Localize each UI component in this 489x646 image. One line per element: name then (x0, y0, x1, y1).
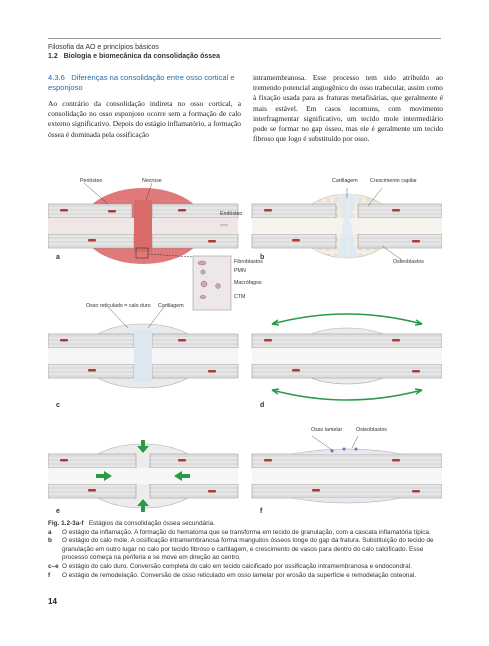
panel-e (48, 440, 238, 512)
panel-label-b: b (260, 254, 265, 261)
caption-item: c–e O estágio do calo duro. Conversão completa do calo em tecido calcificado por ossificação intramembranosa e endocondral. (48, 562, 412, 570)
panel-label-f: f (260, 508, 263, 515)
label-cartilagem-b: Cartilagem (332, 178, 358, 184)
body-column-1: Ao contrário da consolidação indireta no osso cortical, a consolidação no osso esponjoso ocorre sem a formação de calo externo significativo. Depois do estágio inflamatório, a formação óssea é dominada pela ossificação (48, 99, 241, 139)
label-macrofagos: Macrófagos (234, 280, 262, 286)
figure-svg (48, 180, 442, 520)
panel-f (252, 436, 442, 503)
label-osteoblastos-f: Osteoblastos (356, 427, 387, 433)
panel-label-a: a (56, 254, 60, 261)
panel-b (252, 188, 442, 260)
book-title: Filosofia da AO e princípios básicos (48, 44, 159, 51)
section-number: 4.3.6 (48, 73, 65, 82)
label-osso-lamelar: Osso lamelar (311, 427, 343, 433)
section-title: Diferenças na consolidação entre osso cortical e esponjoso (48, 73, 235, 92)
section-heading (48, 73, 238, 93)
label-necrose: Necrose (142, 178, 162, 184)
label-ctm: CTM (234, 294, 246, 300)
label-pmn: PMN (234, 268, 246, 274)
chapter-title: Biologia e biomecânica da consolidação óssea (63, 53, 220, 60)
panel-label-c: c (56, 402, 60, 409)
page-number: 14 (48, 597, 57, 606)
label-cartilagem-c: Cartilagem (158, 303, 184, 309)
chapter-number: 1.2 (48, 53, 58, 60)
label-crescimento-capilar: Crescimento capilar (370, 178, 417, 184)
label-osso-reticulado: Osso reticulado = calo duro (86, 303, 151, 309)
panel-label-e: e (56, 508, 60, 515)
panel-d (252, 314, 442, 400)
caption-item: b O estágio do calo mole. A ossificação intramembranosa forma manguitos ósseos longe do gap da fratura. Substituição do tecido de granulação em outro lugar no calo por tecido fibroso e cartilagem, e crescimento de vasos para dentro do calo calcificado. Esse processo começa na periferia e se move em direção ao centro. (48, 537, 434, 562)
panel-a (48, 180, 238, 310)
label-fibroblastos: Fibroblastos (234, 259, 263, 265)
caption-title-text: Estágios da consolidação óssea secundária. (88, 520, 215, 527)
panel-c (48, 307, 238, 388)
label-osteoblastos-b: Osteoblastos (393, 259, 424, 265)
body-column-2: intramembranosa. Esse processo tem sido atribuído ao tremendo potencial angiogênico do osso trabecular, assim como à fixação usada para as fraturas metafisárias, que geralmente é mais estável. Em casos incomuns, com movimento interfragmentar significativo, um tecido mole intermediário pode se formar no gap ósseo, mas ele é geralmente um tecido fibroso que logo é substituído por osso. (253, 73, 443, 144)
caption-item: f O estágio de remodelação. Conversão de osso reticulado em osso lamelar por erosão da superfície e remodelação osteonal. (48, 571, 417, 579)
label-periosteo: Periósteo (80, 178, 103, 184)
caption-title: Fig. 1.2-3a-f (48, 520, 84, 527)
figure-caption (48, 520, 442, 580)
running-header (48, 43, 220, 61)
figure (48, 180, 442, 520)
label-endosteo: Endósteo (220, 211, 243, 217)
caption-item: a O estágio da inflamação. A formação do hematoma que se transforma em tecido de granulação, com a cascata inflamatória típica. (48, 528, 431, 536)
panel-label-d: d (260, 402, 265, 409)
header-rule (48, 38, 441, 39)
